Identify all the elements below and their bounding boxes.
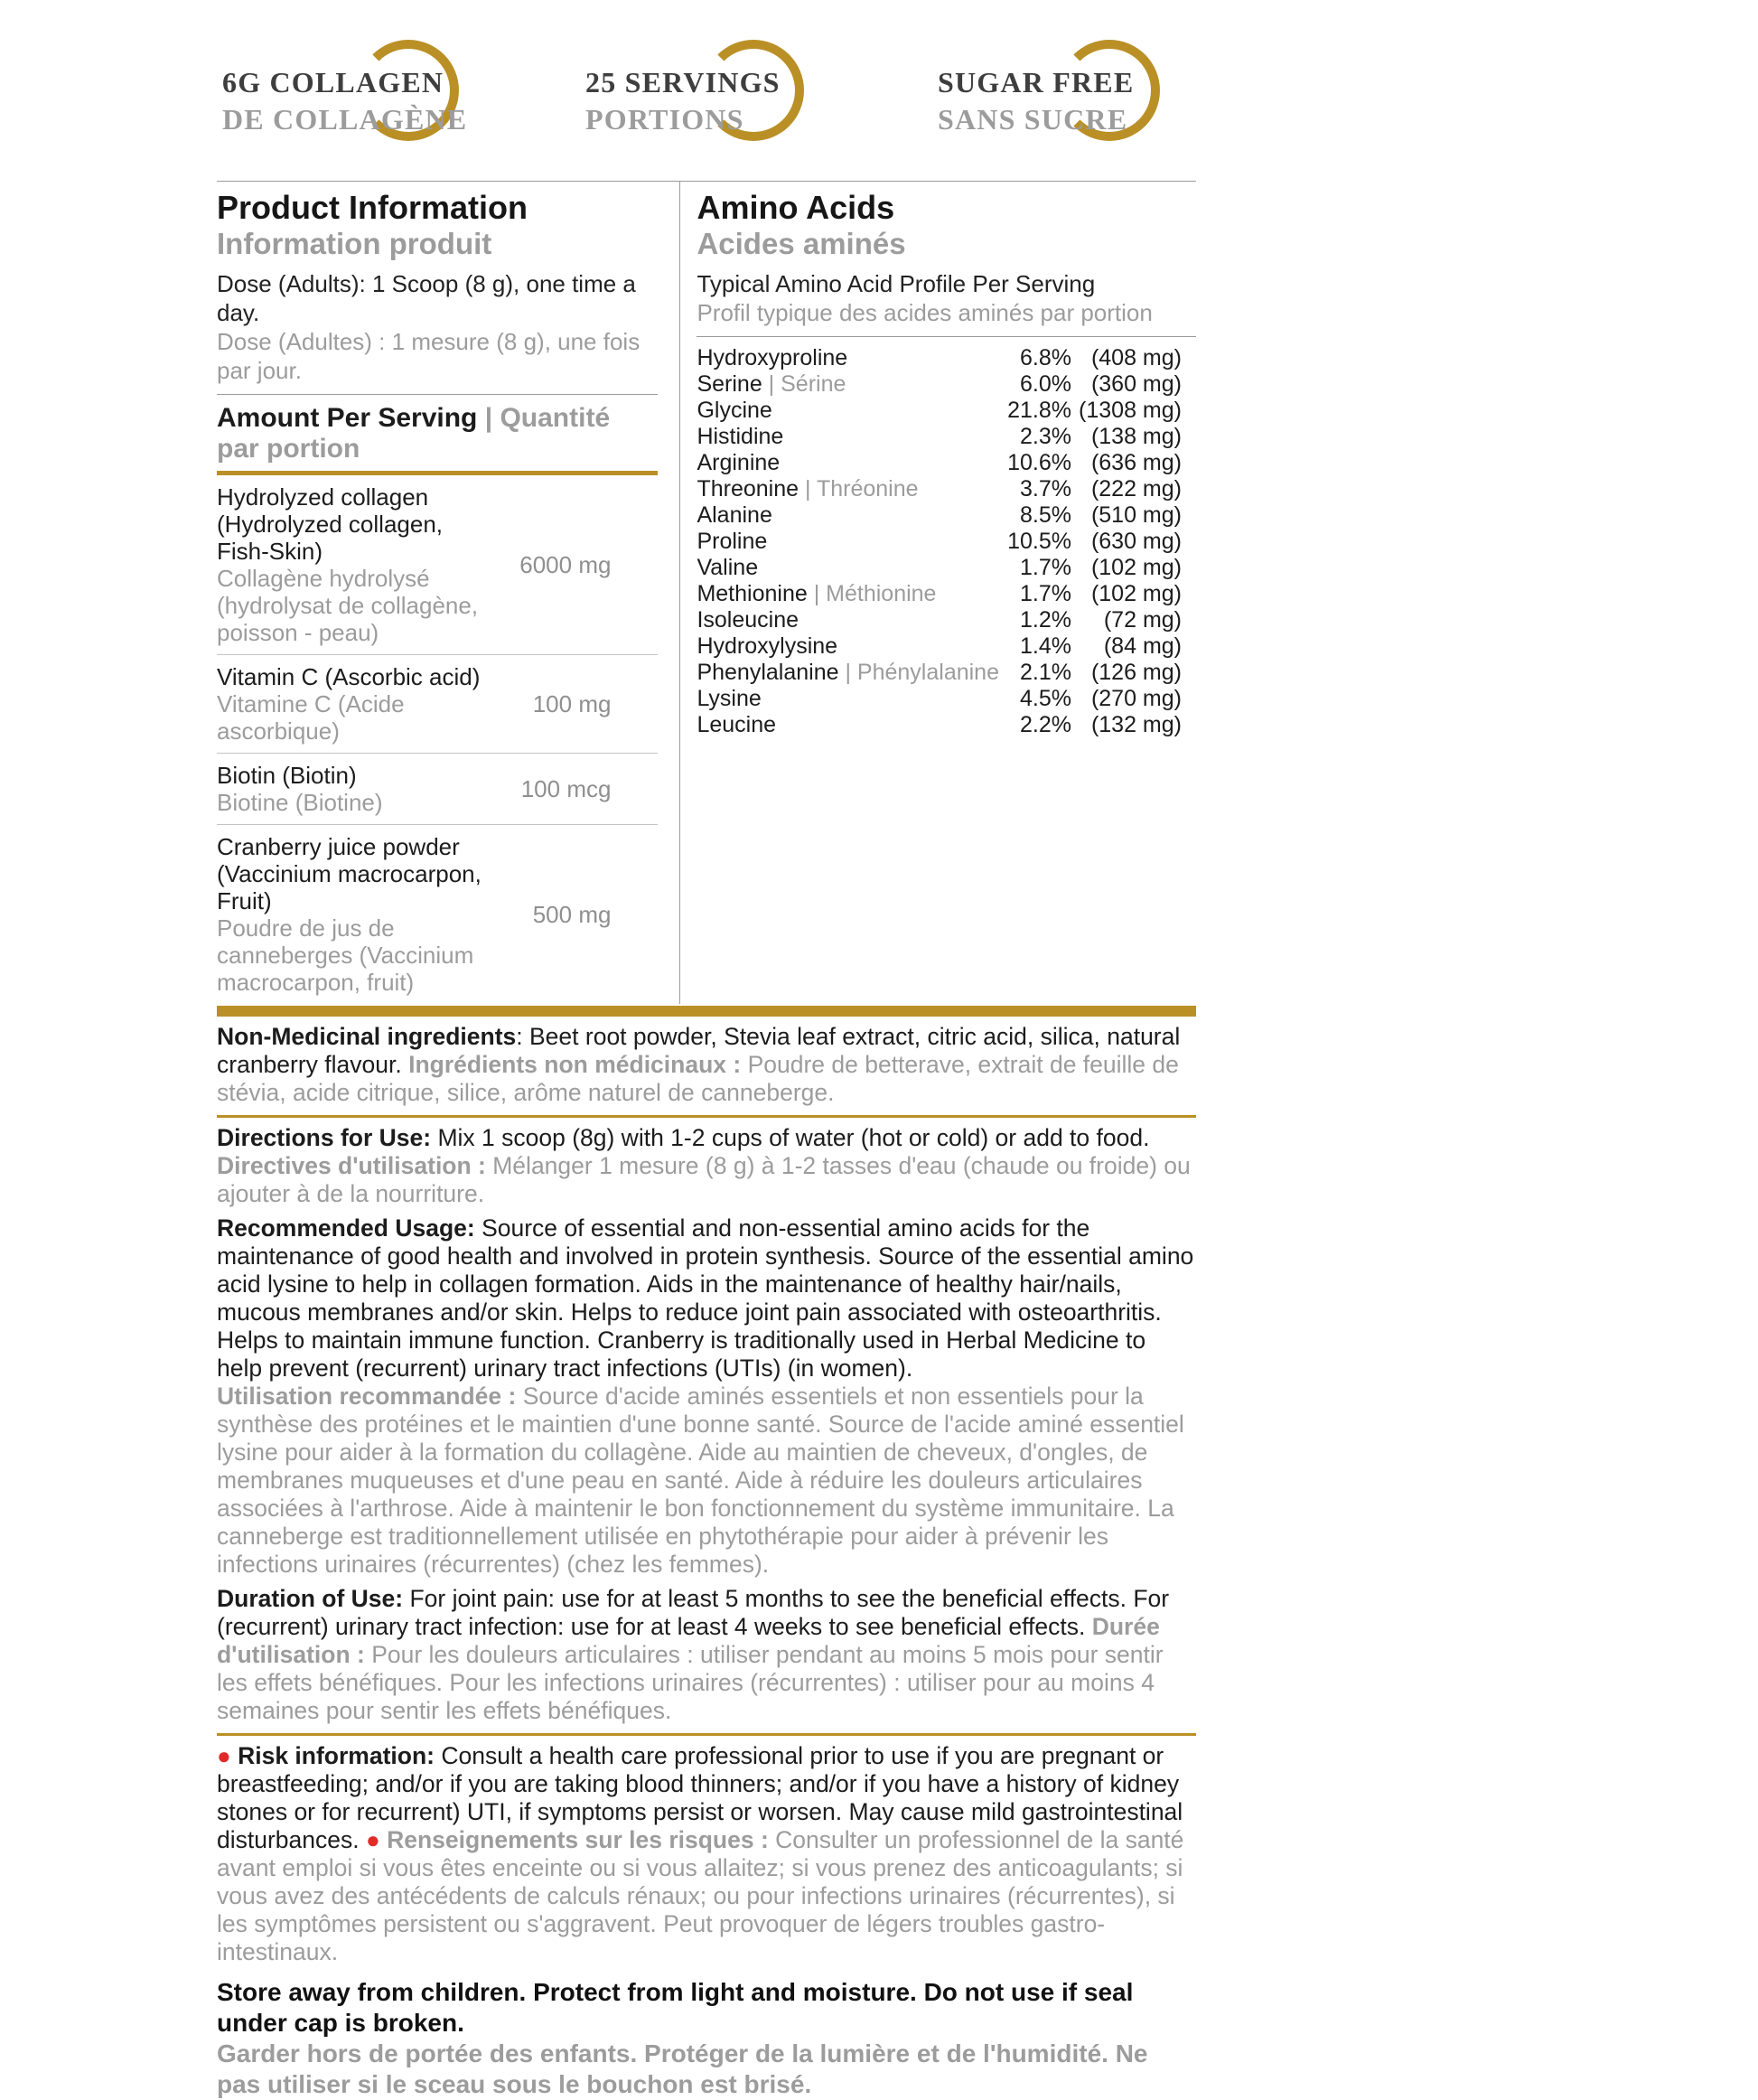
amino-percent: 10.5% [1007, 529, 1071, 554]
recommended-usage-paragraph [217, 1214, 1196, 1579]
amino-name-en: Serine [697, 371, 762, 397]
amino-percent: 10.6% [1007, 450, 1071, 475]
risk-lead-fr: Renseignements sur les risques : [387, 1826, 769, 1853]
ingredient-names [217, 833, 493, 996]
amino-name-en: Hydroxylysine [697, 633, 838, 659]
ingredient-names [217, 663, 493, 745]
badge-servings-text [585, 64, 781, 138]
facts-panel [217, 181, 1196, 1004]
amino-name-fr: | Phénylalanine [845, 660, 999, 685]
amino-name-en: Lysine [697, 686, 762, 711]
amino-mg: (102 mg) [1090, 555, 1182, 580]
risk-information-paragraph [217, 1742, 1196, 1966]
badge-line-en: 25 SERVINGS [585, 66, 781, 98]
amino-mg: (102 mg) [1090, 581, 1182, 606]
product-info-title-fr: Information produit [217, 227, 492, 260]
amino-name [697, 371, 999, 398]
ingredient-name-en: Vitamin C (Ascorbic acid) [217, 663, 481, 690]
ingredient-name-en: Hydrolyzed collagen (Hydrolyzed collagen, Fish-Skin) [217, 483, 444, 565]
ingredient-name-fr: Collagène hydrolysé (hydrolysat de collagène, poisson - peau) [217, 565, 479, 646]
amino-name-en: Phenylalanine [697, 660, 839, 685]
gold-bar-divider [217, 1006, 1196, 1017]
amount-header-fr: | Quantité par portion [217, 403, 611, 464]
amino-name-en: Threonine [697, 476, 800, 502]
amino-percent: 2.2% [1020, 712, 1071, 737]
duration-lead-en: Duration of Use: [217, 1585, 404, 1612]
amino-name-en: Hydroxyproline [697, 345, 848, 370]
ingredient-amount: 100 mg [532, 690, 612, 717]
risk-text-en: Consult a health care professional prior to use if you are pregnant or breastfeeding; and/or if you are taking blood thinners; and/or if you have a history of kidney stones or for recurrent) UTI, if symptoms persist or worsen. May cause mild gastrointestinal disturbances. [217, 1742, 1183, 1853]
amino-mg: (270 mg) [1090, 686, 1182, 711]
amino-title-en: Amino Acids [697, 189, 895, 226]
amino-acid-row [697, 371, 1196, 398]
badge-line-en: 6G COLLAGEN [222, 66, 444, 98]
amino-percent: 4.5% [1020, 686, 1071, 711]
amino-title-fr: Acides aminés [697, 227, 906, 260]
amino-name [697, 712, 999, 738]
badge-sugar-free-text [938, 64, 1134, 138]
duration-text-fr: Pour les douleurs articulaires : utiliser pendant au moins 5 mois pour sentir les effets bénéfiques. Pour les infections urinaires (récurrentes) : utiliser pour au moins 4 semaines pour sentir les effets bénéfiques. [217, 1641, 1164, 1724]
ingredient-row-collagen [217, 475, 658, 655]
non-medicinal-lead-fr: Ingrédients non médicinaux : [408, 1051, 742, 1078]
divider-line [697, 336, 1196, 337]
badge-sugar-free [938, 34, 1160, 168]
badge-line-fr: PORTIONS [585, 103, 744, 136]
badge-servings [585, 34, 804, 168]
amino-acid-row [697, 398, 1196, 424]
amino-percent: 1.4% [1020, 633, 1071, 659]
directions-lead-fr: Directives d'utilisation : [217, 1152, 486, 1179]
amino-mg: (1308 mg) [1079, 398, 1182, 423]
amino-subtitle-fr: Profil typique des acides aminés par portion [697, 299, 1153, 326]
amino-name-en: Arginine [697, 450, 781, 475]
amino-acid-row [697, 633, 1196, 660]
amino-mg: (636 mg) [1090, 450, 1182, 475]
amino-acid-row [697, 607, 1196, 633]
recommended-text-fr: Source d'acide aminés essentiels et non essentiels pour la synthèse des protéines et le maintien d'une bonne santé. Source de l'acide aminé essentiel lysine pour aider à la formation du collagène. Aide au maintien de cheveux, d'ongles, de membranes muqueuses et d'une peau en santé. Aide à réduire les douleurs articulaires associées à l'arthrose. Aide à maintenir le bon fonctionnement du système immunitaire. La canneberge est traditionnellement utilisée en phytothérapie pour aider à prévenir les infections urinaires (récurrentes) (chez les femmes). [217, 1383, 1184, 1578]
amino-name-en: Methionine [697, 581, 808, 606]
amino-percent: 2.3% [1020, 424, 1071, 449]
ingredient-row-vitamin-c [217, 655, 658, 754]
amino-name-en: Alanine [697, 502, 772, 528]
amino-mg: (132 mg) [1090, 712, 1182, 737]
ingredient-amount: 6000 mg [519, 551, 612, 578]
amino-acid-row [697, 424, 1196, 450]
amino-acid-row [697, 476, 1196, 502]
amino-percent: 6.0% [1020, 371, 1071, 397]
directions-text-en: Mix 1 scoop (8g) with 1-2 cups of water (hot or cold) or add to food. [431, 1124, 1150, 1151]
non-medicinal-text-fr: Poudre de betterave, extrait de feuille de stévia, acide citrique, silice, arôme naturel de canneberge. [217, 1051, 1179, 1106]
product-information-column [217, 182, 680, 1004]
risk-bullet-icon: ● [217, 1742, 231, 1769]
amino-mg: (126 mg) [1090, 660, 1182, 685]
badge-line-fr: DE COLLAGÈNE [222, 103, 468, 136]
duration-text-en: For joint pain: use for at least 5 months to see the beneficial effects. For (recurrent) urinary tract infection: use for at least 4 weeks to see beneficial effects. [217, 1585, 1170, 1640]
amino-mg: (510 mg) [1090, 502, 1182, 528]
amino-name [697, 581, 999, 607]
badge-collagen [222, 34, 468, 168]
amino-acid-row [697, 660, 1196, 686]
amino-acid-row [697, 581, 1196, 607]
recommended-lead-en: Recommended Usage: [217, 1214, 475, 1242]
amount-per-serving-header [217, 395, 658, 471]
badge-collagen-text [222, 64, 467, 138]
recommended-lead-fr: Utilisation recommandée : [217, 1383, 517, 1410]
amino-name-fr: | Thréonine [804, 476, 919, 502]
directions-lead-en: Directions for Use: [217, 1124, 432, 1151]
amino-name [697, 450, 999, 476]
ingredient-amount: 100 mcg [520, 775, 612, 802]
recommended-text-en: Source of essential and non-essential amino acids for the maintenance of good health and involved in protein synthesis. Source of the essential amino acid lysine to help in collagen formation. Aids in the maintenance of healthy hair/nails, mucous membranes and/or skin. Helps to reduce joint pain associated with osteoarthritis. Helps to maintain immune function. Cranberry is traditionally used in Herbal Medicine to help prevent (recurrent) urinary tract infections (UTIs) (in women). [217, 1214, 1194, 1382]
dose-fr: Dose (Adultes) : 1 mesure (8 g), une fois par jour. [217, 328, 641, 384]
amino-name [697, 686, 999, 712]
amount-header-en: Amount Per Serving [217, 403, 478, 433]
amino-percent: 6.8% [1020, 345, 1071, 370]
ingredient-names [217, 762, 493, 816]
ingredient-amount: 500 mg [532, 901, 612, 928]
amino-percent: 8.5% [1020, 502, 1071, 528]
duration-paragraph [217, 1585, 1196, 1725]
amino-name [697, 660, 999, 686]
risk-lead-en: Risk information: [238, 1742, 435, 1769]
amino-name [697, 607, 999, 633]
amino-acids-column [680, 182, 1196, 1004]
amino-mg: (630 mg) [1090, 529, 1182, 554]
amino-name-en: Leucine [697, 712, 777, 737]
ingredient-name-en: Cranberry juice powder (Vaccinium macrocarpon, Fruit) [217, 833, 482, 914]
amino-acid-row [697, 345, 1196, 371]
amino-name-en: Valine [697, 555, 759, 580]
risk-bullet-icon: ● [366, 1826, 380, 1853]
storage-warning [217, 1977, 1196, 2100]
duration-lead-fr: Durée d'utilisation : [217, 1613, 1160, 1668]
storage-warning-fr: Garder hors de portée des enfants. Protéger de la lumière et de l'humidité. Ne pas utiliser si le sceau sous le bouchon est brisé. [217, 2039, 1148, 2098]
amino-percent: 1.7% [1020, 555, 1071, 580]
amino-percent: 3.7% [1020, 476, 1071, 502]
gold-thin-divider [217, 1733, 1196, 1736]
amino-name [697, 398, 999, 424]
ingredient-name-en: Biotin (Biotin) [217, 762, 357, 789]
risk-text-fr: Consulter un professionnel de la santé avant emploi si vous êtes enceinte ou si vous allaitez; si vous prenez des anticoagulants; si vous avez des antécédents de calculs rénaux; ou pour infections urinaires (récurrentes), si les symptômes persistent ou s'aggravent. Peut provoquer de légers troubles gastro-intestinaux. [217, 1826, 1184, 1965]
ingredient-name-fr: Poudre de jus de canneberges (Vaccinium macrocarpon, fruit) [217, 914, 474, 996]
amino-mg: (408 mg) [1090, 345, 1182, 370]
badge-line-fr: SANS SUCRE [938, 103, 1128, 136]
amino-acid-row [697, 555, 1196, 581]
amino-name-fr: | Méthionine [813, 581, 937, 606]
amino-name [697, 633, 999, 660]
storage-warning-en: Store away from children. Protect from light and moisture. Do not use if seal under cap is broken. [217, 1978, 1134, 2037]
directions-text-fr: Mélanger 1 mesure (8 g) à 1-2 tasses d'eau (chaude ou froide) ou ajouter à de la nourriture. [217, 1152, 1191, 1207]
amino-mg: (72 mg) [1103, 607, 1182, 633]
gold-thin-divider [217, 1115, 1196, 1118]
amino-name-en: Glycine [697, 398, 772, 423]
amino-name [697, 345, 999, 371]
amino-mg: (84 mg) [1103, 633, 1182, 659]
amino-name-en: Proline [697, 529, 768, 554]
amino-percent: 21.8% [1007, 398, 1071, 423]
amino-name [697, 424, 999, 450]
product-info-title-en: Product Information [217, 189, 528, 226]
amino-percent: 2.1% [1020, 660, 1071, 685]
badge-line-en: SUGAR FREE [938, 66, 1135, 98]
non-medicinal-paragraph [217, 1023, 1196, 1107]
amino-mg: (222 mg) [1090, 476, 1182, 502]
amino-acid-row [697, 502, 1196, 529]
amino-acid-row [697, 686, 1196, 712]
directions-paragraph [217, 1124, 1196, 1208]
amino-name [697, 502, 999, 529]
badge-row [217, 34, 1196, 172]
dose-en: Dose (Adults): 1 Scoop (8 g), one time a day. [217, 270, 636, 326]
amino-name [697, 555, 999, 581]
ingredient-name-fr: Biotine (Biotine) [217, 789, 383, 816]
amino-name-en: Histidine [697, 424, 784, 449]
amino-percent: 1.7% [1020, 581, 1071, 606]
amino-subtitle-en: Typical Amino Acid Profile Per Serving [697, 270, 1096, 297]
amino-name [697, 476, 999, 502]
amino-acid-row [697, 450, 1196, 476]
label-content [217, 34, 1196, 2100]
amino-acid-row [697, 529, 1196, 555]
amino-mg: (138 mg) [1090, 424, 1182, 449]
amino-mg: (360 mg) [1090, 371, 1182, 397]
amino-name-en: Isoleucine [697, 607, 800, 633]
ingredient-row-biotin [217, 754, 658, 825]
ingredient-names [217, 483, 493, 646]
amino-acid-table [697, 345, 1196, 738]
amino-name [697, 529, 999, 555]
amino-acid-row [697, 712, 1196, 738]
amino-percent: 1.2% [1020, 607, 1071, 633]
non-medicinal-text-en: : Beet root powder, Stevia leaf extract, citric acid, silica, natural cranberry flavour. [217, 1023, 1181, 1078]
ingredient-name-fr: Vitamine C (Acide ascorbique) [217, 690, 405, 745]
amino-name-fr: | Sérine [768, 371, 846, 397]
non-medicinal-lead-en: Non-Medicinal ingredients [217, 1023, 517, 1050]
ingredient-row-cranberry [217, 825, 658, 1004]
